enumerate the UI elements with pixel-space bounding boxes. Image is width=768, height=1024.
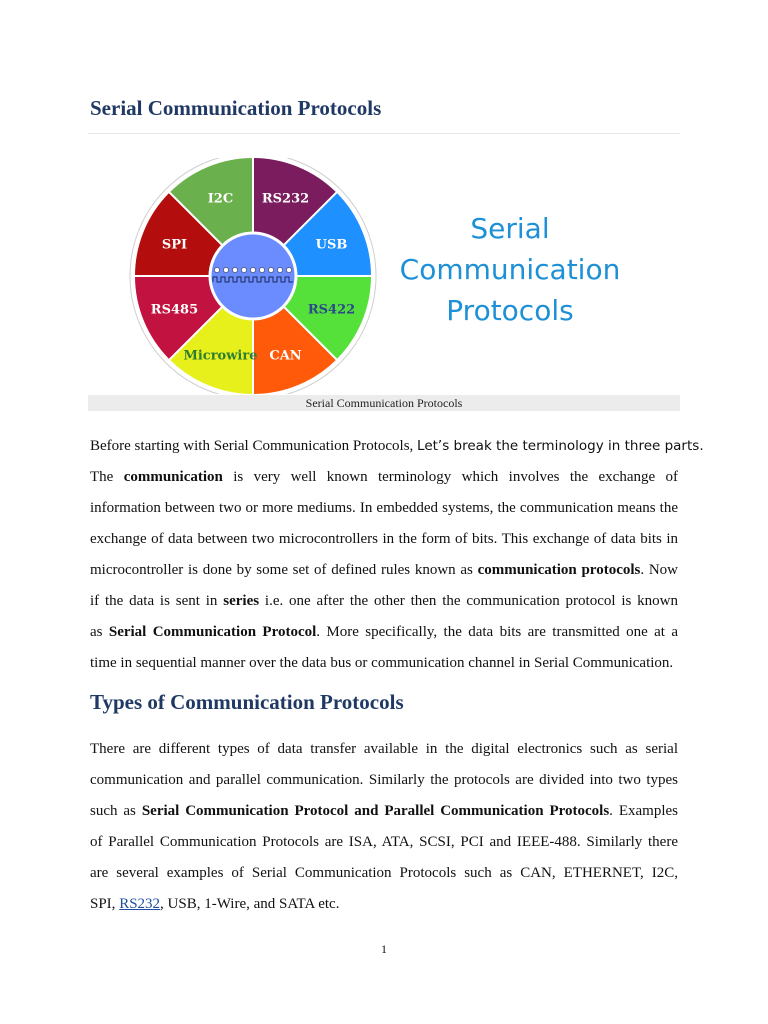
bit-icon xyxy=(277,267,282,272)
paragraph-line: SPI, RS232, USB, 1-Wire, and SATA etc. xyxy=(90,896,340,912)
page-number: 1 xyxy=(381,942,387,956)
types-paragraph xyxy=(90,734,678,920)
wheel-segment-label: SPI xyxy=(161,237,188,253)
bit-icon xyxy=(214,267,219,272)
paragraph-line: The communication is very well known terminology which involves the exchange of xyxy=(90,469,679,485)
wheel-segment-label: I2C xyxy=(207,191,234,207)
intro-paragraph xyxy=(90,431,704,679)
bit-icon xyxy=(286,267,291,272)
paragraph-line: communication and parallel communication. Similarly the protocols are divided into two types xyxy=(90,772,678,788)
bit-icon xyxy=(241,267,246,272)
wheel-segment-label: RS232 xyxy=(261,191,310,207)
wheel-center xyxy=(210,233,296,319)
bit-icon xyxy=(232,267,237,272)
paragraph-line: There are different types of data transfer available in the digital electronics such as serial xyxy=(90,741,678,757)
paragraph-line: are several examples of Serial Communication Protocols such as CAN, ETHERNET, I2C, xyxy=(90,865,678,881)
bit-icon xyxy=(250,267,255,272)
wheel-segment-label: CAN xyxy=(269,348,302,364)
wheel-segment-label: RS422 xyxy=(307,302,356,318)
protocols-figure xyxy=(88,158,680,394)
paragraph-line: such as Serial Communication Protocol and Parallel Communication Protocols. Examples xyxy=(90,803,678,819)
figure-side-text xyxy=(380,208,640,331)
square-wave-icon xyxy=(213,277,293,282)
paragraph-line: microcontroller is done by some set of defined rules known as communication protocols. Now xyxy=(90,562,678,578)
rs232-link[interactable]: RS232 xyxy=(119,896,161,912)
paragraph-line: if the data is sent in series i.e. one after the other then the communication protocol is known xyxy=(90,593,679,609)
paragraph-line: as Serial Communication Protocol. More specifically, the data bits are transmitted one at a xyxy=(90,624,678,640)
bit-icon xyxy=(223,267,228,272)
wheel-segment-label: RS485 xyxy=(150,302,199,318)
page-title: Serial Communication Protocols xyxy=(90,96,382,120)
figure-side-text-line: Serial xyxy=(470,212,550,245)
paragraph-line: of Parallel Communication Protocols are ISA, ATA, SCSI, PCI and IEEE-488. Similarly there xyxy=(90,834,678,850)
bit-icon xyxy=(259,267,264,272)
wheel-segment-label: Microwire xyxy=(183,348,258,364)
figure-side-text-line: Protocols xyxy=(446,294,574,327)
figure-side-text-line: Communication xyxy=(399,253,621,286)
paragraph-line: Before starting with Serial Communication Protocols, Let’s break the terminology in three parts. xyxy=(90,438,704,454)
section-heading: Types of Communication Protocols xyxy=(90,690,404,714)
paragraph-line: time in sequential manner over the data bus or communication channel in Serial Communication. xyxy=(90,655,674,671)
protocol-wheel-diagram xyxy=(128,158,378,394)
bit-icon xyxy=(268,267,273,272)
paragraph-line: exchange of data between two microcontrollers in the form of bits. This exchange of data bits in xyxy=(90,531,678,547)
wheel-segment-label: USB xyxy=(315,237,348,253)
figure-caption: Serial Communication Protocols xyxy=(88,395,680,411)
title-divider xyxy=(88,133,680,134)
paragraph-line: information between two or more mediums. In embedded systems, the communication means the xyxy=(90,500,678,516)
